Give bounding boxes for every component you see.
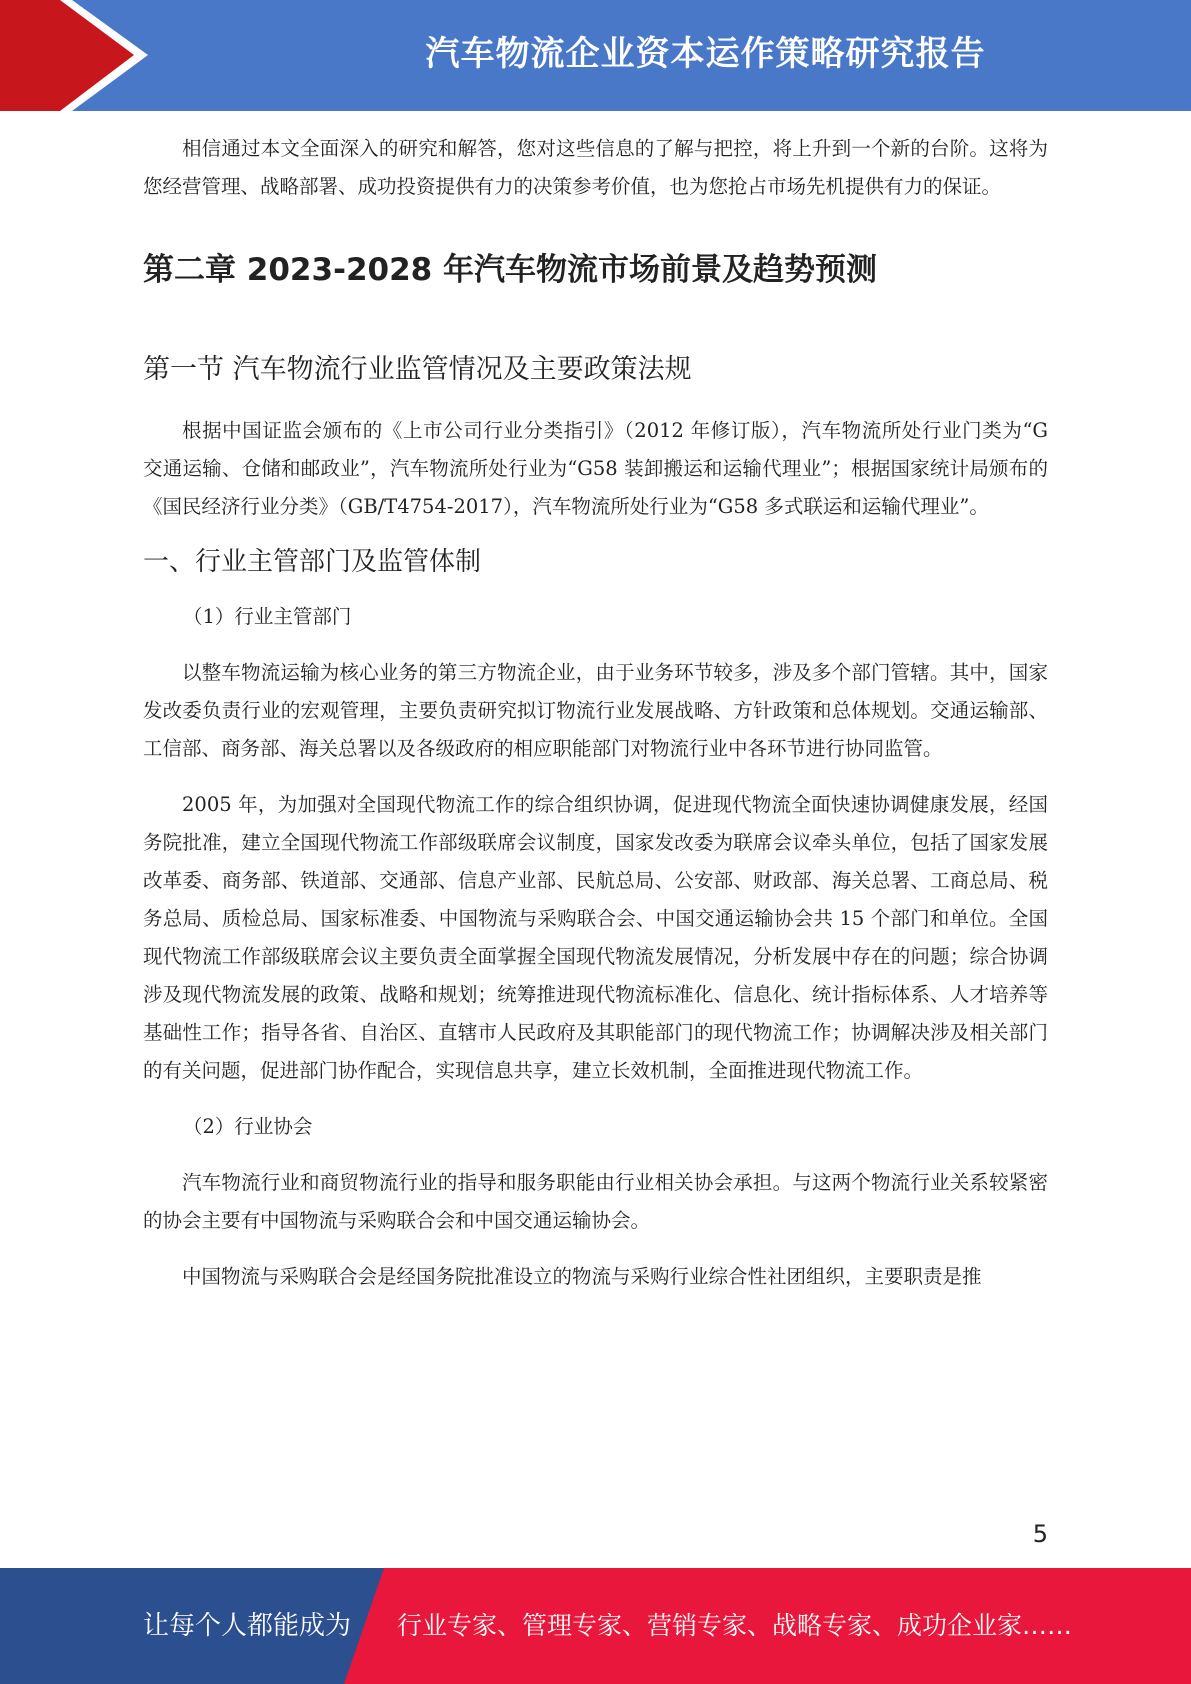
chapter-title: 第二章 2023-2028 年汽车物流市场前景及趋势预测 [143,252,878,288]
intro-paragraph: 相信通过本文全面深入的研究和解答，您对这些信息的了解与把控，将上升到一个新的台阶。这将为您经营管理、战略部署、成功投资提供有力的决策参考价值，也为您抢占市场先机提供有力的保证。 [143,137,1048,198]
subsection-title: 一、行业主管部门及监管体制 [143,547,482,577]
item1-paragraph2: 2005 年，为加强对全国现代物流工作的综合组织协调，促进现代物流全面快速协调健康发展，经国务院批准，建立全国现代物流工作部级联席会议制度，国家发改委为联席会议牵头单位，包括了国家发展改革委、商务部、铁道部、交通部、信息产业部、民航总局、公安部、财政部、海关总署、工商总局、税务总局、质检总局、国家标准委、中国物流与采购联合会、中国交通运输协会共 15 个部门和单位。全国现代物流工作部级联席会议主要负责全面掌握全国现代物流发展情况，分析发展中存在的问题；综合协调涉及现代物流发展的政策、战略和规划；统筹推进现代物流标准化、信息化、统计指标体系、人才培养等基础性工作；指导各省、自治区、直辖市人民政府及其职能部门的现代物流工作；协调解决涉及相关部门的有关问题，促进部门协作配合，实现信息共享，建立长效机制，全面推进现代物流工作。 [143,793,1048,1082]
section-paragraph: 根据中国证监会颁布的《上市公司行业分类指引》（2012 年修订版），汽车物流所处行业门类为“G 交通运输、仓储和邮政业”，汽车物流所处行业为“G58 装卸搬运和运输代理业”；根据国家统计局颁布的《国民经济行业分类》（GB/T4754-2017），汽车物流所处行业为“G58 多式联运和运输代理业”。 [143,419,1048,518]
footer-slogan-right: 行业专家、管理专家、营销专家、战略专家、成功企业家…… [397,1611,1073,1640]
page-number: 5 [1032,1520,1048,1548]
page-header [0,0,1191,111]
report-title: 汽车物流企业资本运作策略研究报告 [425,34,986,74]
section-title: 第一节 汽车物流行业监管情况及主要政策法规 [143,354,692,385]
item2-paragraph1: 汽车物流行业和商贸物流行业的指导和服务职能由行业相关协会承担。与这两个物流行业关系较紧密的协会主要有中国物流与采购联合会和中国交通运输协会。 [143,1171,1048,1232]
item2-label: （2）行业协会 [183,1115,313,1138]
footer-slogan-left: 让每个人都能成为 [143,1611,352,1641]
page-footer [0,1568,1191,1684]
page-content [143,130,1048,1296]
item2-paragraph2: 中国物流与采购联合会是经国务院批准设立的物流与采购行业综合性社团组织，主要职责是推 [182,1265,982,1288]
item1-paragraph1: 以整车物流运输为核心业务的第三方物流企业，由于业务环节较多，涉及多个部门管辖。其中，国家发改委负责行业的宏观管理，主要负责研究拟订物流行业发展战略、方针政策和总体规划。交通运输部、工信部、商务部、海关总署以及各级政府的相应职能部门对物流行业中各环节进行协同监管。 [143,661,1048,760]
item1-label: （1）行业主管部门 [183,605,352,628]
